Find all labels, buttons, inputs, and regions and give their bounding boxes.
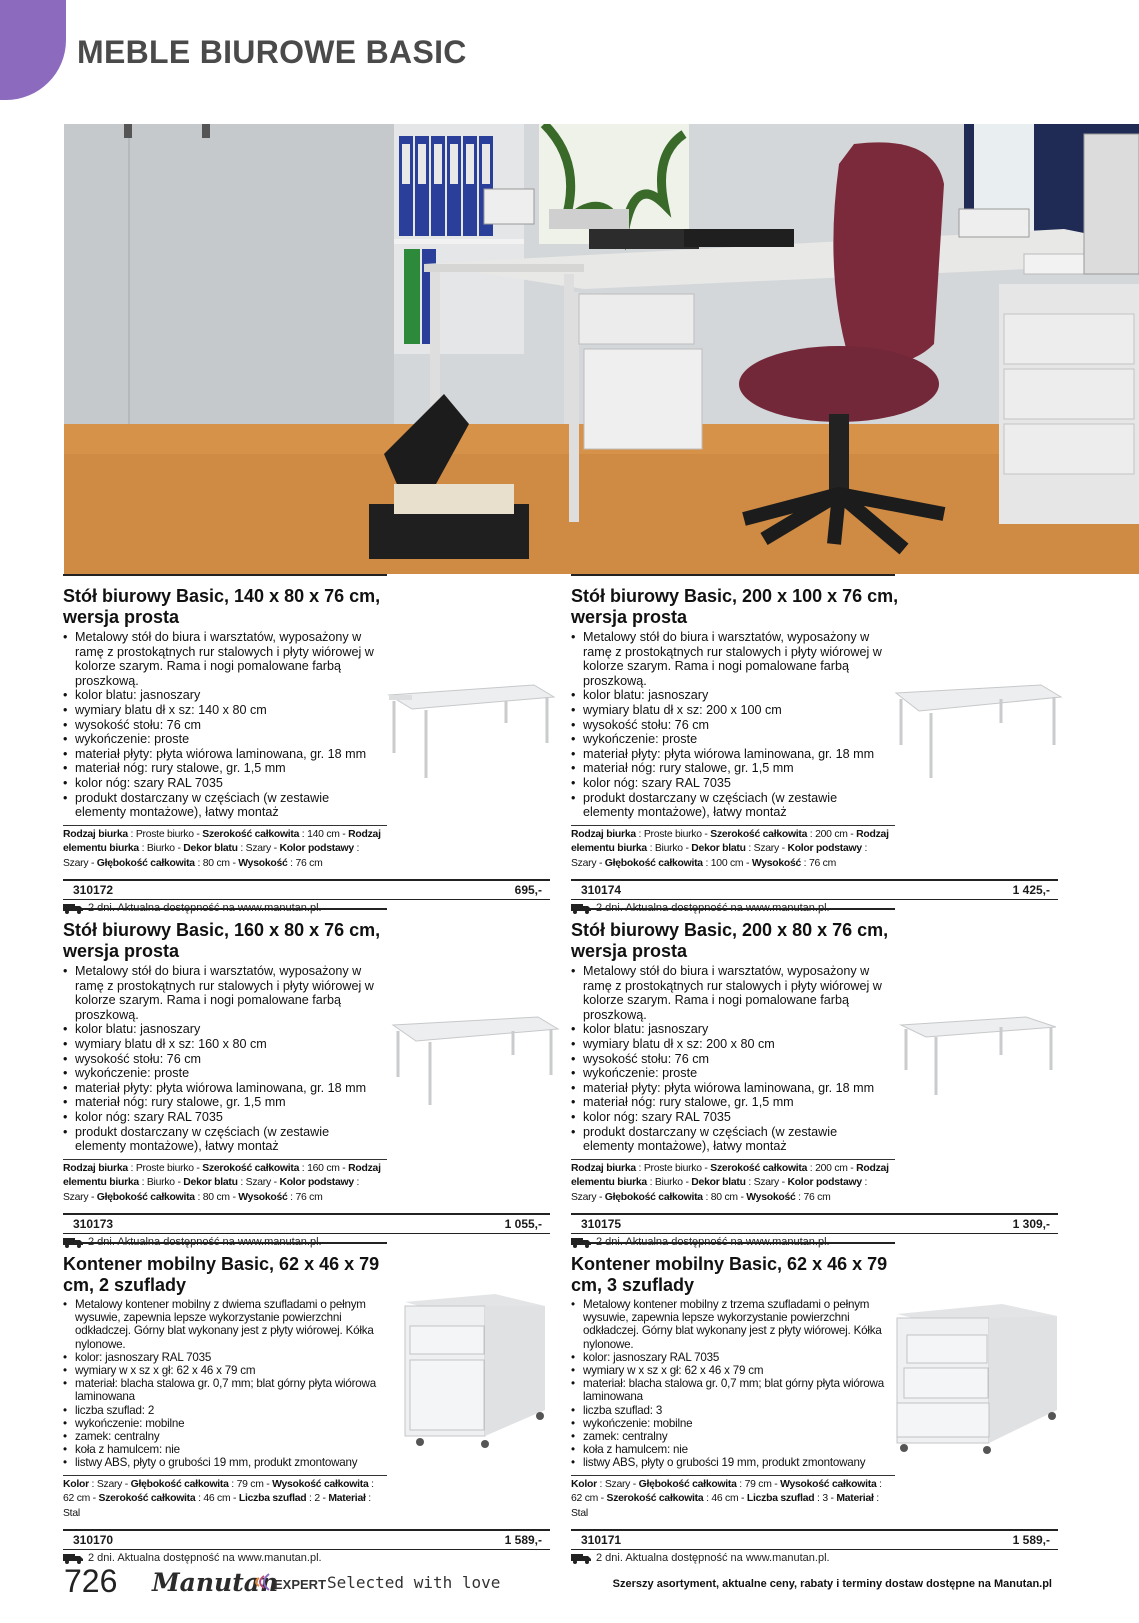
spec-value: Proste biurko (643, 1162, 702, 1174)
spec-value: Szary (753, 1177, 779, 1189)
spec-value: 62 cm (571, 1493, 599, 1505)
spec-value: Biurko (146, 843, 175, 855)
product-code: 310174 (581, 883, 622, 898)
spec-key: Rodzaj biurka (571, 1162, 636, 1174)
product-title: Kontener mobilny Basic, 62 x 46 x 79 cm, 2 szuflady (63, 1254, 380, 1295)
feature-item: • listwy ABS, płyty o grubości 19 mm, produkt zmontowany (63, 1456, 381, 1469)
section-divider (63, 908, 387, 910)
page-title: MEBLE BIUROWE BASIC (77, 34, 467, 70)
feature-item: • Metalowy stół do biura i warsztatów, wyposażony w ramę z prostokątnych rur stalowych i płyty wiórowej w kolorze szarym. Rama i nogi pomalowane farbą proszkową. (63, 630, 381, 688)
spec-value: Proste biurko (135, 1162, 194, 1174)
hero-photo (64, 124, 1139, 574)
section-divider (571, 1242, 895, 1244)
feature-list (63, 630, 381, 820)
feature-item: • wymiary blatu dł x sz: 140 x 80 cm (63, 703, 381, 718)
truck-icon (63, 1553, 83, 1564)
spec-summary: Rodzaj biurka : Proste biurko - Szerokość całkowita : 200 cm - Rodzaj elementu biurka : Biurko - Dekor blatu : Szary - Kolor podstawy : Szary - Głębokość całkowita : 80 cm - Wysokość : 76 cm (571, 1159, 895, 1206)
spec-key: Liczba szuflad (238, 1493, 307, 1505)
spec-key: Rodzaj elementu biurka (63, 828, 381, 855)
spec-value: 140 cm (307, 828, 340, 840)
desk-image (891, 683, 1066, 788)
product-title: Stół biurowy Basic, 200 x 80 x 76 cm, wersja prosta (571, 920, 889, 961)
spec-value: 80 cm (202, 1191, 230, 1203)
product-price: 695,- (514, 883, 542, 898)
spec-key: Dekor blatu (691, 843, 746, 855)
spec-value: Szary (571, 857, 597, 869)
spec-value: Szary (571, 1191, 597, 1203)
spec-key: Szerokość całkowita (98, 1493, 196, 1505)
spec-value: 46 cm (711, 1493, 739, 1505)
product-price: 1 589,- (504, 1533, 542, 1548)
brand-tagline: Selected with love (327, 1573, 501, 1592)
spec-value: 200 cm (815, 1162, 848, 1174)
feature-item: • wymiary blatu dł x sz: 200 x 100 cm (571, 703, 889, 718)
spec-value: 160 cm (307, 1162, 340, 1174)
feature-item: • kolor blatu: jasnoszary (571, 1022, 889, 1037)
spec-key: Rodzaj biurka (63, 1162, 128, 1174)
spec-value: Stal (571, 1507, 588, 1519)
product-price: 1 589,- (1012, 1533, 1050, 1548)
feature-item: • wysokość stołu: 76 cm (63, 1052, 381, 1067)
corner-accent (0, 0, 66, 100)
spec-key: Wysokość (238, 857, 288, 869)
price-row (571, 1529, 1058, 1550)
drawer-cabinet-image (892, 1300, 1062, 1460)
availability (63, 1552, 550, 1564)
feature-item: • Metalowy stół do biura i warsztatów, wyposażony w ramę z prostokątnych rur stalowych i płyty wiórowej w kolorze szarym. Rama i nogi pomalowane farbą proszkową. (63, 964, 381, 1022)
feature-item: • materiał płyty: płyta wiórowa laminowana, gr. 18 mm (63, 1081, 381, 1096)
feature-item: • wymiary blatu dł x sz: 200 x 80 cm (571, 1037, 889, 1052)
spec-value: Szary (96, 1478, 123, 1490)
spec-summary: Rodzaj biurka : Proste biurko - Szerokość całkowita : 200 cm - Rodzaj elementu biurka : Biurko - Dekor blatu : Szary - Kolor podstawy : Szary - Głębokość całkowita : 100 cm - Wysokość : 76 cm (571, 825, 895, 872)
feature-item: • wymiary w x sz x gł: 62 x 46 x 79 cm (63, 1364, 381, 1377)
feature-item: • materiał: blacha stalowa gr. 0,7 mm; blat górny płyta wiórowa laminowana (63, 1377, 381, 1403)
spec-value: 76 cm (295, 857, 323, 869)
section-divider (571, 574, 895, 576)
spec-key: Rodzaj elementu biurka (571, 1162, 889, 1189)
feature-item: • materiał płyty: płyta wiórowa laminowana, gr. 18 mm (571, 1081, 889, 1096)
spec-value: Biurko (654, 843, 683, 855)
feature-item: • kolor: jasnoszary RAL 7035 (571, 1351, 889, 1364)
feature-item: • materiał nóg: rury stalowe, gr. 1,5 mm (571, 761, 889, 776)
spec-key: Rodzaj biurka (571, 828, 636, 840)
page-number: 726 (64, 1563, 118, 1599)
spec-value: Szary (604, 1478, 631, 1490)
feature-item: • kolor blatu: jasnoszary (63, 1022, 381, 1037)
spec-key: Wysokość (238, 1191, 288, 1203)
spec-summary: Kolor : Szary - Głębokość całkowita : 79 cm - Wysokość całkowita : 62 cm - Szerokość całkowita : 46 cm - Liczba szuflad : 3 - Materiał : Stal (571, 1475, 895, 1522)
feature-item: • wysokość stołu: 76 cm (571, 718, 889, 733)
feature-item: • kolor nóg: szary RAL 7035 (63, 776, 381, 791)
brand-expert: EXPERT (274, 1577, 327, 1592)
feature-list (63, 1298, 381, 1470)
brand-arcs-icon (251, 1571, 273, 1593)
desk-image (896, 1015, 1066, 1115)
feature-item: • Metalowy kontener mobilny z dwiema szufladami o pełnym wysuwie, zapewnia lepsze wykorzystanie powierzchni odkładczej. Górny blat wykonany jest z płyty wiórowej. Kółka nylonowe. (63, 1298, 381, 1351)
product-title: Kontener mobilny Basic, 62 x 46 x 79 cm, 3 szuflady (571, 1254, 888, 1295)
product-title: Stół biurowy Basic, 140 x 80 x 76 cm, wersja prosta (63, 586, 381, 627)
price-row (63, 879, 550, 900)
spec-key: Kolor podstawy (787, 1177, 862, 1189)
spec-key: Materiał (836, 1493, 874, 1505)
product-price: 1 309,- (1012, 1217, 1050, 1232)
feature-item: • koła z hamulcem: nie (571, 1443, 889, 1456)
product-code: 310171 (581, 1533, 622, 1548)
feature-item: • Metalowy stół do biura i warsztatów, wyposażony w ramę z prostokątnych rur stalowych i płyty wiórowej w kolorze szarym. Rama i nogi pomalowane farbą proszkową. (571, 630, 889, 688)
product-title: Stół biurowy Basic, 160 x 80 x 76 cm, wersja prosta (63, 920, 381, 961)
spec-key: Szerokość całkowita (202, 828, 300, 840)
brand-logo: Manutan (152, 1568, 279, 1597)
feature-item: • kolor blatu: jasnoszary (63, 688, 381, 703)
feature-list (571, 630, 889, 820)
spec-key: Wysokość całkowita (272, 1478, 369, 1490)
feature-item: • produkt dostarczany w częściach (w zestawie elementy montażowe), łatwy montaż (571, 1125, 889, 1154)
spec-value: Szary (245, 1177, 271, 1189)
spec-key: Kolor (63, 1478, 89, 1490)
spec-value: Szary (63, 857, 89, 869)
product-price: 1 425,- (1012, 883, 1050, 898)
feature-item: • kolor blatu: jasnoszary (571, 688, 889, 703)
feature-item: • Metalowy kontener mobilny z trzema szufladami o pełnym wysuwie, zapewnia lepsze wykorzystanie powierzchni odkładczej. Górny blat wykonany jest z płyty wiórowej. Kółka nylonowe. (571, 1298, 889, 1351)
spec-key: Szerokość całkowita (606, 1493, 704, 1505)
truck-icon (571, 1553, 591, 1564)
spec-key: Rodzaj elementu biurka (571, 828, 889, 855)
availability-text: 2 dni. Aktualna dostępność na www.manutan.pl. (596, 1552, 830, 1565)
spec-key: Wysokość (751, 857, 802, 869)
spec-value: 76 cm (803, 1191, 831, 1203)
spec-value: 76 cm (808, 857, 837, 869)
spec-key: Głębokość całkowita (638, 1478, 737, 1490)
spec-key: Dekor blatu (691, 1177, 746, 1189)
spec-value: Szary (245, 843, 271, 855)
feature-item: • produkt dostarczany w częściach (w zestawie elementy montażowe), łatwy montaż (63, 1125, 381, 1154)
availability-text: 2 dni. Aktualna dostępność na www.manutan.pl. (88, 1552, 322, 1565)
spec-key: Kolor (571, 1478, 597, 1490)
feature-item: • liczba szuflad: 2 (63, 1404, 381, 1417)
feature-item: • liczba szuflad: 3 (571, 1404, 889, 1417)
feature-list (571, 1298, 889, 1470)
availability (571, 1552, 1058, 1564)
spec-value: 80 cm (202, 857, 230, 869)
spec-value: Biurko (146, 1177, 175, 1189)
feature-item: • wykończenie: mobilne (571, 1417, 889, 1430)
product-price: 1 055,- (504, 1217, 542, 1232)
product-code: 310172 (73, 883, 114, 898)
spec-value: 80 cm (710, 1191, 738, 1203)
feature-item: • Metalowy stół do biura i warsztatów, wyposażony w ramę z prostokątnych rur stalowych i płyty wiórowej w kolorze szarym. Rama i nogi pomalowane farbą proszkową. (571, 964, 889, 1022)
spec-value: Proste biurko (643, 828, 702, 840)
feature-item: • materiał nóg: rury stalowe, gr. 1,5 mm (571, 1095, 889, 1110)
feature-item: • zamek: centralny (571, 1430, 889, 1443)
spec-value: Szary (63, 1191, 89, 1203)
feature-item: • kolor nóg: szary RAL 7035 (571, 776, 889, 791)
feature-item: • wymiary blatu dł x sz: 160 x 80 cm (63, 1037, 381, 1052)
feature-item: • kolor nóg: szary RAL 7035 (63, 1110, 381, 1125)
spec-value: 2 (314, 1493, 320, 1505)
feature-item: • produkt dostarczany w częściach (w zestawie elementy montażowe), łatwy montaż (63, 791, 381, 820)
feature-item: • zamek: centralny (63, 1430, 381, 1443)
feature-list (63, 964, 381, 1154)
product-code: 310175 (581, 1217, 622, 1232)
feature-item: • wykończenie: proste (571, 1066, 889, 1081)
spec-value: Proste biurko (135, 828, 194, 840)
spec-value: 79 cm (744, 1478, 772, 1490)
spec-value: 200 cm (815, 828, 848, 840)
spec-key: Głębokość całkowita (130, 1478, 229, 1490)
price-row (571, 1213, 1058, 1234)
spec-value: Szary (753, 843, 779, 855)
spec-summary: Kolor : Szary - Głębokość całkowita : 79 cm - Wysokość całkowita : 62 cm - Szerokość całkowita : 46 cm - Liczba szuflad : 2 - Materiał : Stal (63, 1475, 387, 1522)
section-divider (63, 574, 387, 576)
spec-summary: Rodzaj biurka : Proste biurko - Szerokość całkowita : 140 cm - Rodzaj elementu biurka : Biurko - Dekor blatu : Szary - Kolor podstawy : Szary - Głębokość całkowita : 80 cm - Wysokość : 76 cm (63, 825, 387, 872)
spec-key: Szerokość całkowita (710, 828, 808, 840)
feature-item: • materiał płyty: płyta wiórowa laminowana, gr. 18 mm (63, 747, 381, 762)
spec-key: Materiał (328, 1493, 366, 1505)
spec-key: Szerokość całkowita (710, 1162, 808, 1174)
spec-key: Rodzaj biurka (63, 828, 128, 840)
feature-item: • wysokość stołu: 76 cm (63, 718, 381, 733)
drawer-cabinet-image (400, 1292, 550, 1457)
feature-item: • materiał nóg: rury stalowe, gr. 1,5 mm (63, 761, 381, 776)
spec-key: Kolor podstawy (279, 1177, 354, 1189)
spec-value: 76 cm (295, 1191, 323, 1203)
feature-item: • wykończenie: mobilne (63, 1417, 381, 1430)
spec-key: Dekor blatu (183, 1177, 238, 1189)
spec-key: Wysokość (746, 1191, 796, 1203)
feature-item: • koła z hamulcem: nie (63, 1443, 381, 1456)
spec-key: Dekor blatu (183, 843, 238, 855)
spec-value: 3 (822, 1493, 828, 1505)
spec-key: Rodzaj elementu biurka (63, 1162, 381, 1189)
price-row (571, 879, 1058, 900)
spec-value: 100 cm (710, 857, 744, 869)
feature-item: • wykończenie: proste (571, 732, 889, 747)
spec-value: Biurko (654, 1177, 683, 1189)
section-divider (63, 1242, 387, 1244)
feature-item: • materiał: blacha stalowa gr. 0,7 mm; blat górny płyta wiórowa laminowana (571, 1377, 889, 1403)
price-row (63, 1529, 550, 1550)
spec-value: 46 cm (203, 1493, 231, 1505)
spec-summary: Rodzaj biurka : Proste biurko - Szerokość całkowita : 160 cm - Rodzaj elementu biurka : Biurko - Dekor blatu : Szary - Kolor podstawy : Szary - Głębokość całkowita : 80 cm - Wysokość : 76 cm (63, 1159, 387, 1206)
product-code: 310170 (73, 1533, 114, 1548)
feature-item: • kolor nóg: szary RAL 7035 (571, 1110, 889, 1125)
footer-note: Szerszy asortyment, aktualne ceny, rabaty i terminy dostaw dostępne na Manutan.pl (612, 1578, 1052, 1590)
feature-item: • materiał nóg: rury stalowe, gr. 1,5 mm (63, 1095, 381, 1110)
spec-key: Głębokość całkowita (96, 1191, 195, 1203)
spec-value: Stal (63, 1507, 80, 1519)
spec-key: Głębokość całkowita (96, 857, 195, 869)
feature-item: • wysokość stołu: 76 cm (571, 1052, 889, 1067)
spec-key: Głębokość całkowita (604, 1191, 703, 1203)
feature-list (571, 964, 889, 1154)
feature-item: • listwy ABS, płyty o grubości 19 mm, produkt zmontowany (571, 1456, 889, 1469)
feature-item: • materiał płyty: płyta wiórowa laminowana, gr. 18 mm (571, 747, 889, 762)
feature-item: • wykończenie: proste (63, 732, 381, 747)
feature-item: • produkt dostarczany w częściach (w zestawie elementy montażowe), łatwy montaż (571, 791, 889, 820)
spec-key: Wysokość całkowita (780, 1478, 877, 1490)
product-title: Stół biurowy Basic, 200 x 100 x 76 cm, wersja prosta (571, 586, 899, 627)
spec-key: Kolor podstawy (279, 843, 354, 855)
spec-key: Kolor podstawy (787, 843, 862, 855)
desk-image (384, 683, 559, 788)
section-divider (571, 908, 895, 910)
feature-item: • wymiary w x sz x gł: 62 x 46 x 79 cm (571, 1364, 889, 1377)
spec-value: 62 cm (63, 1493, 91, 1505)
desk-image (388, 1015, 563, 1115)
price-row (63, 1213, 550, 1234)
feature-item: • wykończenie: proste (63, 1066, 381, 1081)
feature-item: • kolor: jasnoszary RAL 7035 (63, 1351, 381, 1364)
spec-value: 79 cm (236, 1478, 264, 1490)
spec-key: Szerokość całkowita (202, 1162, 300, 1174)
footer-site-link[interactable]: Manutan.pl (993, 1578, 1052, 1590)
spec-key: Głębokość całkowita (604, 857, 703, 869)
spec-key: Liczba szuflad (746, 1493, 815, 1505)
product-code: 310173 (73, 1217, 114, 1232)
